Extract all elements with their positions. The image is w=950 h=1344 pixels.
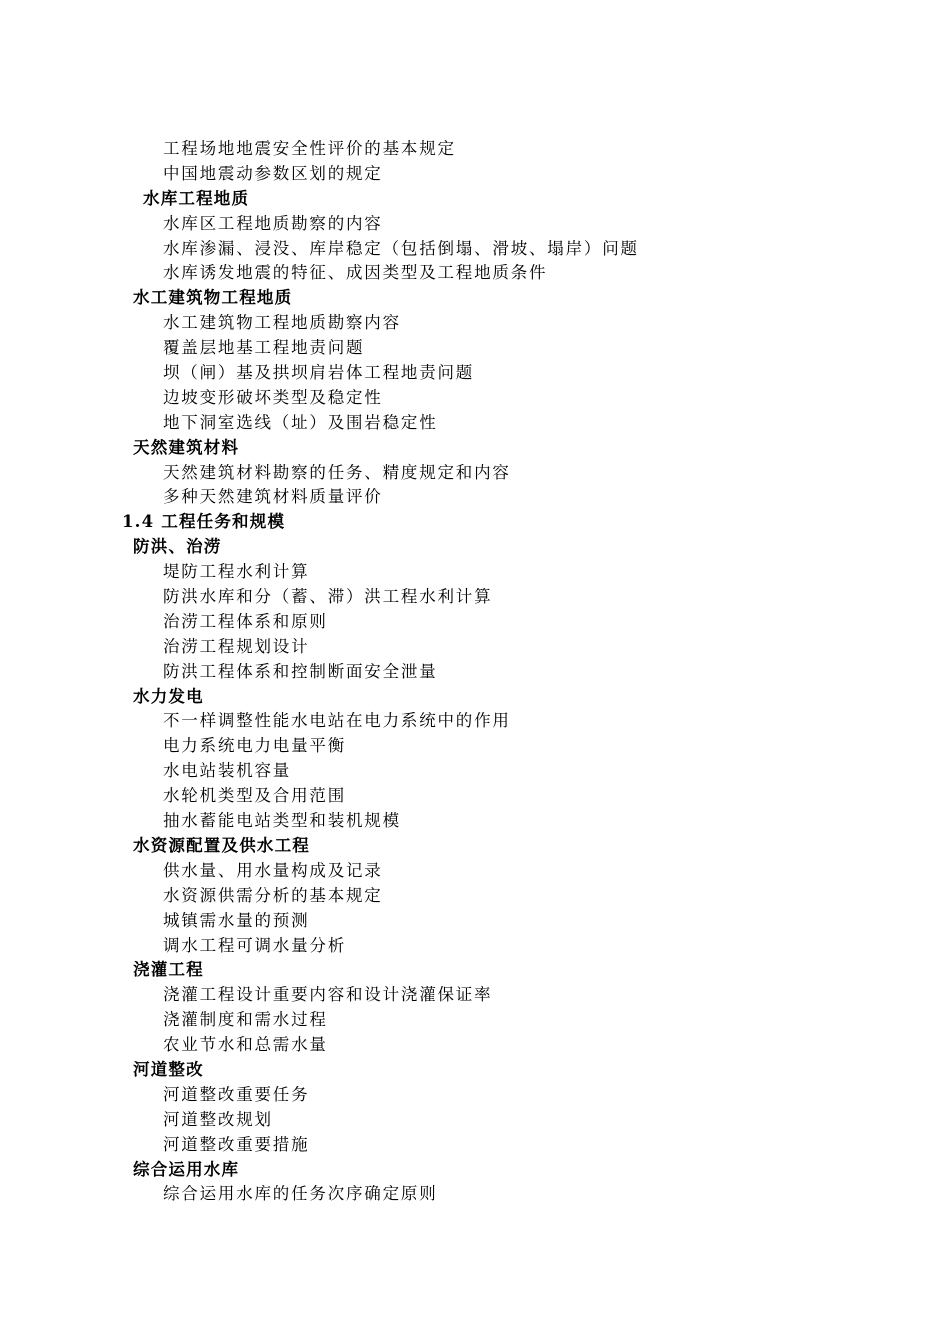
outline-item: 水电站装机容量 [163,761,292,781]
outline-item: 地下洞室选线（址）及围岩稳定性 [163,412,438,432]
outline-item: 治涝工程规划设计 [163,636,310,656]
outline-item: 浇灌工程设计重要内容和设计浇灌保证率 [163,985,493,1005]
outline-item: 河道整改重要措施 [163,1134,310,1154]
subsection-heading: 防洪、治涝 [133,537,222,557]
outline-item: 农业节水和总需水量 [163,1035,328,1055]
outline-item: 治涝工程体系和原则 [163,611,328,631]
outline-item: 水库诱发地震的特征、成因类型及工程地质条件 [163,263,548,283]
outline-item: 城镇需水量的预测 [163,910,310,930]
outline-item: 综合运用水库的任务次序确定原则 [163,1184,438,1204]
outline-item: 防洪水库和分（蓄、滞）洪工程水利计算 [163,587,493,607]
outline-item: 浇灌制度和需水过程 [163,1010,328,1030]
outline-item: 水库区工程地质勘察的内容 [163,213,383,233]
outline-item: 防洪工程体系和控制断面安全泄量 [163,661,438,681]
outline-item: 抽水蓄能电站类型和装机规模 [163,811,401,831]
outline-item: 坝（闸）基及拱坝肩岩体工程地责问题 [163,363,475,383]
outline-item: 中国地震动参数区划的规定 [163,163,383,183]
subsection-heading: 水资源配置及供水工程 [133,835,310,855]
outline-item: 天然建筑材料勘察的任务、精度规定和内容 [163,462,511,482]
outline-item: 河道整改重要任务 [163,1084,310,1104]
outline-item: 堤防工程水利计算 [163,562,310,582]
outline-item: 水工建筑物工程地质勘察内容 [163,313,401,333]
subsection-heading: 综合运用水库 [133,1159,240,1179]
outline-item: 水轮机类型及合用范围 [163,786,346,806]
subsection-heading: 河道整改 [133,1059,204,1079]
outline-item: 调水工程可调水量分析 [163,935,346,955]
outline-item: 水资源供需分析的基本规定 [163,885,383,905]
outline-item: 供水量、用水量构成及记录 [163,860,383,880]
subsection-heading: 水力发电 [133,686,204,706]
outline-item: 电力系统电力电量平衡 [163,736,346,756]
section-heading: 1.4 工程任务和规模 [122,512,286,532]
subsection-heading: 浇灌工程 [133,960,204,980]
outline-item: 边坡变形破坏类型及稳定性 [163,387,383,407]
outline-item: 水库渗漏、浸没、库岸稳定（包括倒塌、滑坡、塌岸）问题 [163,238,639,258]
subsection-heading: 天然建筑材料 [133,437,240,457]
outline-item: 河道整改规划 [163,1109,273,1129]
subsection-heading: 水工建筑物工程地质 [133,288,293,308]
outline-item: 覆盖层地基工程地责问题 [163,338,365,358]
document-page [0,137,950,1207]
outline-item: 不一样调整性能水电站在电力系统中的作用 [163,711,511,731]
subsection-heading: 水库工程地质 [143,188,250,208]
outline-item: 多种天然建筑材料质量评价 [163,487,383,507]
outline-item: 工程场地地震安全性评价的基本规定 [163,139,456,158]
